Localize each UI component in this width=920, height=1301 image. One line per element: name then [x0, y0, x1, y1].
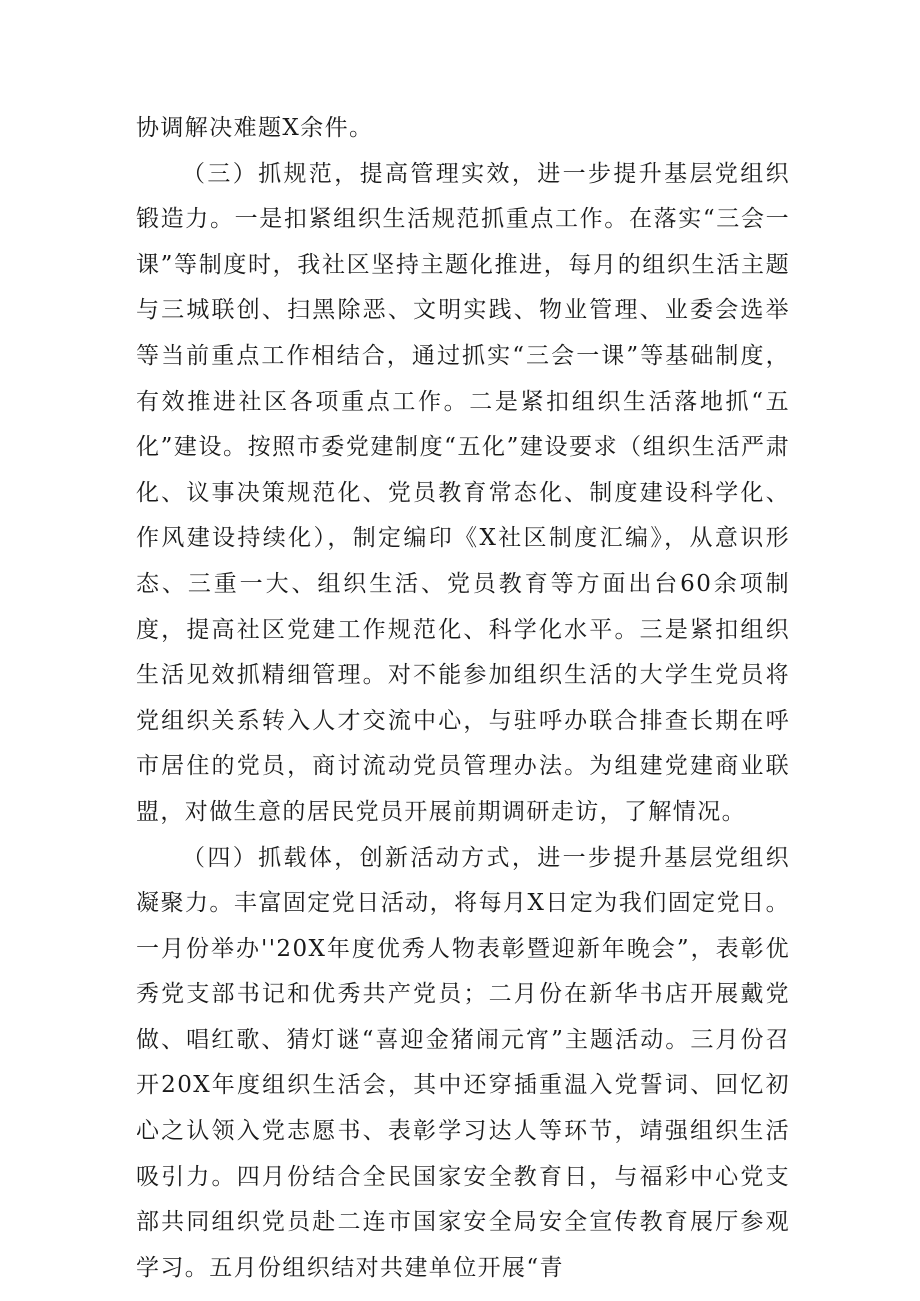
paragraph-section-four: （四）抓载体，创新活动方式，进一步提升基层党组织凝聚力。丰富固定党日活动，将每月X日定为我们固定党日。一月份举办''20X年度优秀人物表彰暨迎新年晚会”，表彰优秀党支部书记和优秀共产党员；二月份在新华书店开展戴党做、唱红歌、猜灯谜“喜迎金猪闹元宵”主题活动。三月份召开20X年度组织生活会，其中还穿插重温入党誓词、回忆初心之认领入党志愿书、表彰学习达人等环节，靖强组织生活吸引力。四月份结合全民国家安全教育日，与福彩中心党支部共同组织党员赴二连市国家安全局安全宣传教育展厅参观学习。五月份组织结对共建单位开展“青: [136, 844, 790, 1281]
paragraph-section-three: （三）抓规范，提高管理实效，进一步提升基层党组织锻造力。一是扣紧组织生活规范抓重点工作。在落实“三会一课”等制度时，我社区坚持主题化推进，每月的组织生活主题与三城联创、扫黑除恶、文明实践、物业管理、业委会选举等当前重点工作相结合，通过抓实“三会一课”等基础制度，有效推进社区各项重点工作。二是紧扣组织生活落地抓“五化”建设。按照市委党建制度“五化”建设要求（组织生活严肃化、议事决策规范化、党员教育常态化、制度建设科学化、作风建设持续化），制定编印《X社区制度汇编》，从意识形态、三重一大、组织生活、党员教育等方面出台60余项制度，提高社区党建工作规范化、科学化水平。三是紧扣组织生活见效抓精细管理。对不能参加组织生活的大学生党员将党组织关系转入人才交流中心，与驻呼办联合排查长期在呼市居住的党员，商讨流动党员管理办法。为组建党建商业联盟，对做生意的居民党员开展前期调研走访，了解情况。: [136, 160, 790, 825]
paragraph-continuation: 协调解决难题X余件。: [136, 115, 374, 141]
document-body: [136, 106, 790, 1291]
